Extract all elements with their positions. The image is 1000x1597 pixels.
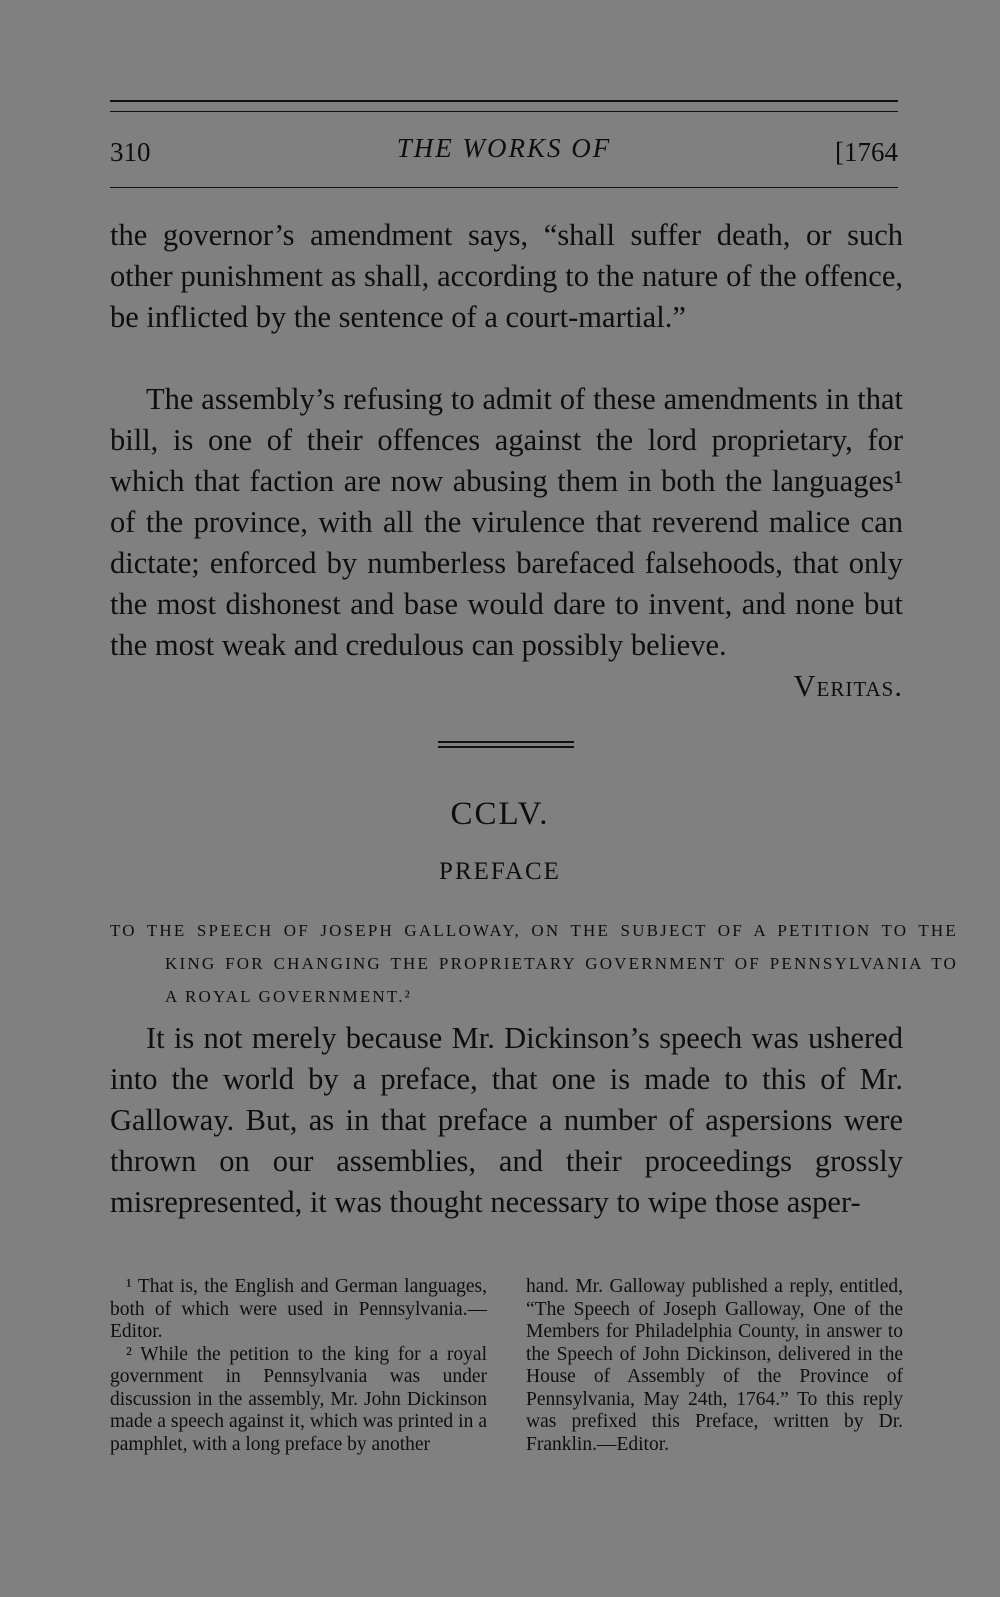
footnote-column-left xyxy=(110,1276,487,1456)
running-year: [1764 xyxy=(835,137,898,167)
header-rule-top xyxy=(110,100,898,102)
footnotes xyxy=(110,1276,903,1456)
signature-line xyxy=(110,666,903,707)
footnote-2-continued: hand. Mr. Galloway published a reply, entitled, “The Speech of Joseph Galloway, One of the Members for Philadelphia County, in answer to the Speech of John Dickinson, delivered in the House of Assembly of the Province of Pennsylvania, May 24th, 1764.” To this reply was prefixed this Preface, written by Dr. Franklin.—Editor. xyxy=(526,1276,903,1455)
page-number: 310 xyxy=(110,137,151,167)
header-rule-second xyxy=(110,111,898,112)
footnote-1: ¹ That is, the English and German languages, both of which were used in Pennsylvania.—Editor. xyxy=(110,1276,487,1342)
paragraph-continued: the governor’s amendment says, “shall suffer death, or such other punishment as shall, according to the nature of the offence, be inflicted by the sentence of a court-martial.” xyxy=(110,218,903,334)
signature: Veritas. xyxy=(793,669,903,703)
paragraph-assembly xyxy=(110,379,903,707)
running-head xyxy=(110,133,898,173)
header-rule-bottom xyxy=(110,187,898,188)
section-subtitle: TO THE SPEECH OF JOSEPH GALLOWAY, ON THE SUBJECT OF A PETITION TO THE KING FOR CHANGING THE PROPRIETARY GOVERNMENT OF PENNSYLVANIA TO A ROYAL GOVERNMENT.² xyxy=(110,921,958,1006)
section-heading: PREFACE xyxy=(439,858,561,885)
section-divider xyxy=(438,741,574,751)
running-title: THE WORKS OF xyxy=(396,133,612,163)
paragraph-preface: It is not merely because Mr. Dickinson’s speech was ushered into the world by a preface, that one is made to this of Mr. Galloway. But, as in that preface a number of aspersions were thrown on our assemblies, and their proceedings grossly misrepresented, it was thought necessary to wipe those asper- xyxy=(110,1021,903,1219)
footnote-2: ² While the petition to the king for a royal government in Pennsylvania was under discussion in the assembly, Mr. John Dickinson made a speech against it, which was printed in a pamphlet, with a long preface by another xyxy=(110,1343,487,1455)
section-number: CCLV. xyxy=(450,796,550,832)
paragraph-assembly-text: The assembly’s refusing to admit of these amendments in that bill, is one of their offences against the lord proprietary, for which that faction are now abusing them in both the languages¹ of the province, with all the virulence that reverend malice can dictate; enforced by numberless barefaced falsehoods, that only the most dishonest and base would dare to invent, and none but the most weak and credulous can possibly believe. xyxy=(110,382,903,662)
footnote-column-right xyxy=(526,1276,903,1456)
